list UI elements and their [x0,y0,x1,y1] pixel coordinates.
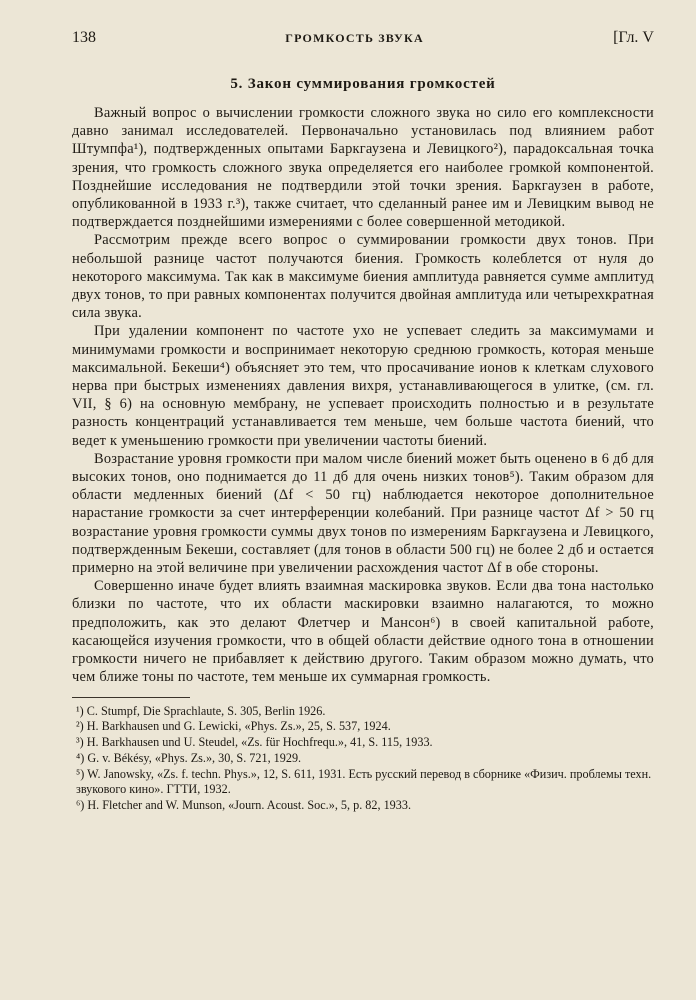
page-number: 138 [72,29,96,46]
footnote: ²) H. Barkhausen und G. Lewicki, «Phys. Zs.», 25, S. 537, 1924. [76,719,391,734]
body-text [72,104,654,687]
footnote: ⁴) G. v. Békésy, «Phys. Zs.», 30, S. 721, 1929. [76,750,302,765]
paragraph: При удалении компонент по частоте ухо не успевает следить за максимумами и минимумами громкости и воспринимает некоторую среднюю громкость, которая меньше максимальной. Бекеши⁴) объясняет это тем, что просачивание ионов к клеткам слухового нерва при быстрых изменениях давления вихря, устанавливающегося в улитке, (см. гл. VII, § 6) на основную мембрану, не успевает происходить полностью и в результате разность концентраций устанавливается тем меньше, чем больше частота биений, что ведет к уменьшению громкости при увеличении частоты биений. [72,323,654,449]
footnote: ¹) C. Stumpf, Die Sprachlaute, S. 305, Berlin 1926. [76,703,326,718]
running-head [72,28,654,48]
paragraph: Рассмотрим прежде всего вопрос о суммировании громкости двух тонов. При небольшой разнице частот получаются биения. Громкость колеблется от нуля до некоторого максимума. Так как в максимуме биения амплитуда равняется сумме амплитуд двух тонов, то при равных компонентах получится двойная амплитуда или четырехкратная сила звука. [72,232,654,322]
footnote: ⁵) W. Janowsky, «Zs. f. techn. Phys.», 12, S. 611, 1931. Есть русский перевод в сборнике «Физич. проблемы техн. звукового кино». ГТТИ, 1932. [76,766,652,797]
footnote: ³) H. Barkhausen und U. Steudel, «Zs. für Hochfrequ.», 41, S. 115, 1933. [76,735,433,750]
chapter-reference: [Гл. V [613,29,654,46]
paragraph: Совершенно иначе будет влиять взаимная маскировка звуков. Если два тона настолько близки по частоте, что их области маскировки взаимно налагаются, то можно предположить, как это делают Флетчер и Мансон⁶) в своей капитальной работе, касающейся изучения громкости, что в общей области действие одного тона в отношении громкости ничего не прибавляет к действию другого. Таким образом можно думать, что чем ближе тоны по частоте, тем меньше их суммарная громкость. [72,578,654,686]
paragraph: Возрастание уровня громкости при малом числе биений может быть оценено в 6 дб для высоких тонов, оно поднимается до 11 дб для очень низких тонов⁵). Таким образом для области медленных биений (Δf < 50 гц) наблюдается некоторое дополнительное нарастание громкости за счет интерференции колебаний. При разнице частот Δf > 50 гц возрастание уровня громкости суммы двух тонов по измерениям Баркгаузена и Левицкого, подтвержденным Бекеши, составляет (для тонов в области 500 гц) не более 2 дб и остается примерно на этой величине при увеличении расхождения частот Δf в обе стороны. [72,450,654,577]
footnote-divider [72,697,190,698]
footnotes [72,704,654,815]
footnote: ⁶) H. Fletcher and W. Munson, «Journ. Acoust. Soc.», 5, p. 82, 1933. [76,798,411,813]
running-title: ГРОМКОСТЬ ЗВУКА [285,31,424,45]
paragraph: Важный вопрос о вычислении громкости сложного звука но сило его комплексности давно занимал исследователей. Первоначально установилась под влиянием работ Штумпфа¹), подтвержденных опытами Баркгаузена и Левицкого²), парадоксальная точка зрения, что громкость сложного звука определяется его наиболее громкой компонентой. Позднейшие исследования не подтвердили этой точки зрения. Баркгаузен в работе, опубликованной в 1933 г.³), также считает, что сделанный ранее им и Левицким вывод не подтверждается позднейшими измерениями с более совершенной методикой. [72,105,654,231]
section-title: 5. Закон суммирования громкостей [230,76,496,92]
